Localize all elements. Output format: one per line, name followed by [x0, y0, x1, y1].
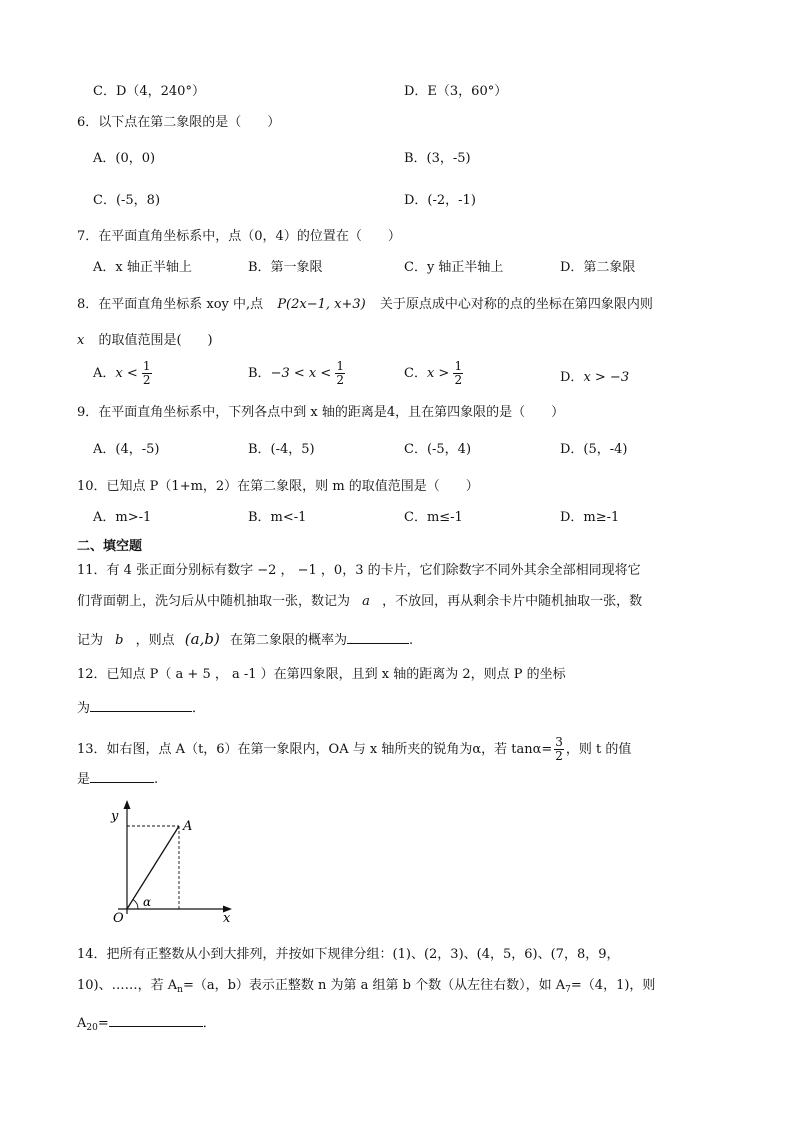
q8-option-c — [404, 360, 463, 387]
section-heading-fill-in: 二、填空题 — [77, 539, 143, 554]
q14-line3 — [77, 1012, 216, 1037]
q12-line2-end: ． — [192, 701, 206, 716]
q14-line2-a: 10)、……，若 A — [77, 978, 178, 993]
q6-stem: 6．以下点在第二象限的是（ ） — [77, 115, 281, 130]
q7-option-d: D．第二象限 — [560, 260, 636, 275]
q9-stem: 9．在平面直角坐标系中，下列各点中到 x 轴的距离是4，且在第四象限的是（ ） — [77, 405, 565, 420]
answer-blank[interactable] — [347, 629, 409, 644]
q14-line2 — [77, 977, 655, 999]
q13-line1-a: 13．如右图，点 A（t，6）在第一象限内，OA 与 x 轴所夹的锐角为α，若 tanα= — [77, 742, 553, 757]
q11-line2-a: 们背面朝上，洗匀后从中随机抽取一张，数记为 — [77, 594, 351, 609]
q8-stem-a: 8．在平面直角坐标系 xoy 中,点 — [77, 297, 264, 312]
q11-point: (a,b) — [184, 630, 220, 648]
fraction-denominator: 2 — [336, 373, 345, 387]
q11-line2-b: ，不放回，再从剩余卡片中随机抽取一张，数 — [382, 594, 643, 609]
fraction-numerator: 3 — [555, 735, 563, 749]
q13-fraction — [554, 736, 564, 763]
q11-line3-b: ，则点 — [135, 633, 175, 648]
q14-line3-a: A — [77, 1016, 87, 1031]
answer-blank[interactable] — [90, 768, 154, 783]
q14-sub-7: 7 — [565, 985, 571, 995]
q11-line3 — [77, 629, 413, 650]
q10-option-a: A．m>-1 — [93, 510, 152, 525]
q13-line2-end: . — [154, 772, 159, 787]
q9-option-a: A．(4，-5) — [93, 442, 160, 457]
q10-option-d: D．m≥-1 — [560, 510, 620, 525]
q12-line1: 12．已知点 P（ a + 5 ， a -1 ）在第四象限，且到 x 轴的距离为 2，则点 P 的坐标 — [77, 667, 566, 682]
q8-a-label: A． — [93, 366, 116, 381]
label-a: A — [183, 819, 193, 834]
q12-line2 — [77, 697, 205, 718]
q14-line3-b: = — [97, 1016, 109, 1031]
q5-option-d: D．E（3，60°） — [404, 84, 508, 99]
q14-line3-end: ． — [202, 1016, 216, 1031]
segment-oa — [127, 826, 179, 909]
q14-line1: 14．把所有正整数从小到大排列，并按如下规律分组：(1)、(2，3)、(4，5，6)、(7，8，9， — [77, 947, 620, 962]
fraction-denominator: 2 — [555, 749, 563, 763]
coordinate-figure — [100, 796, 240, 926]
angle-arc — [133, 900, 138, 910]
q8-point-expr: P(2x−1, x+3) — [277, 297, 366, 312]
q7-option-c: C．y 轴正半轴上 — [404, 260, 504, 275]
q12-line2-text: 为 — [77, 701, 91, 716]
q8-option-d — [560, 369, 629, 387]
q8-var-x: x — [77, 333, 85, 348]
q8-a-expr: x < — [115, 366, 138, 381]
q13-line2-text: 是 — [77, 772, 91, 787]
fraction-denominator: 2 — [142, 373, 151, 387]
answer-blank[interactable] — [90, 697, 192, 712]
label-x: x — [223, 911, 231, 926]
q8-stem-c: 的取值范围是( ) — [98, 333, 213, 348]
q8-b-label: B． — [248, 366, 271, 381]
q8-option-b — [248, 360, 345, 387]
q7-option-b: B．第一象限 — [248, 260, 323, 275]
q11-line2 — [77, 593, 642, 611]
q8-b-expr: −3 < x < — [270, 366, 332, 381]
q9-option-c: C．(-5，4) — [404, 442, 472, 457]
q8-option-a — [93, 360, 152, 387]
q6-option-a: A．(0，0) — [93, 151, 156, 166]
label-y: y — [111, 809, 119, 824]
q14-sub-20: 20 — [86, 1023, 98, 1033]
fraction-numerator: 1 — [454, 359, 463, 373]
y-axis-arrow-icon — [124, 800, 131, 809]
q9-option-d: D．(5，-4) — [560, 442, 628, 457]
fraction-numerator: 1 — [142, 359, 151, 373]
q6-option-c: C．(-5，8) — [93, 193, 161, 208]
q8-d-expr: x > −3 — [583, 370, 630, 385]
q8-c-fraction — [453, 360, 463, 387]
q8-c-expr: x > — [426, 366, 450, 381]
q13-line1 — [77, 736, 631, 763]
q8-stem-b: 关于原点成中心对称的点的坐标在第四象限内则 — [379, 297, 653, 312]
q8-b-fraction — [335, 360, 345, 387]
q14-line2-c: =（4，1)，则 — [570, 978, 656, 993]
q9-option-b: B．(-4，5) — [248, 442, 315, 457]
q10-stem: 10．已知点 P（1+m，2）在第二象限，则 m 的取值范围是（ ） — [77, 479, 479, 494]
label-o: O — [113, 911, 124, 926]
fraction-numerator: 1 — [336, 359, 345, 373]
q10-option-b: B．m<-1 — [248, 510, 307, 525]
q8-d-label: D． — [560, 370, 584, 385]
q11-var-a: a — [362, 594, 370, 609]
q13-line2 — [77, 768, 158, 789]
q11-line3-end: . — [408, 633, 414, 648]
q7-option-a: A．x 轴正半轴上 — [93, 260, 192, 275]
q14-sub-n: n — [177, 985, 183, 995]
q8-stem-line1 — [77, 296, 653, 314]
q11-line3-c: 在第二象限的概率为 — [229, 633, 347, 648]
q11-line1: 11．有 4 张正面分别标有数字 −2 ， −1 ，0，3 的卡片，它们除数字不同外其余全部相同现将它 — [77, 563, 641, 578]
fraction-denominator: 2 — [454, 373, 463, 387]
q11-line3-a: 记为 — [77, 633, 104, 648]
answer-blank[interactable] — [109, 1012, 203, 1027]
q7-stem: 7．在平面直角坐标系中，点（0，4）的位置在（ ） — [77, 229, 401, 244]
label-alpha: α — [143, 895, 152, 909]
q8-a-fraction — [142, 360, 152, 387]
q11-var-b: b — [115, 633, 124, 648]
q14-line2-b: =（a，b）表示正整数 n 为第 a 组第 b 个数（从左往右数），如 A — [182, 978, 566, 993]
q5-option-c: C．D（4，240°） — [93, 84, 205, 99]
q6-option-d: D．(-2，-1) — [404, 193, 476, 208]
q13-line1-b: ，则 t 的值 — [565, 742, 632, 757]
q6-option-b: B．(3，-5) — [404, 151, 471, 166]
q10-option-c: C．m≤-1 — [404, 510, 463, 525]
q8-c-label: C． — [404, 366, 427, 381]
q8-stem-line2 — [77, 332, 213, 350]
